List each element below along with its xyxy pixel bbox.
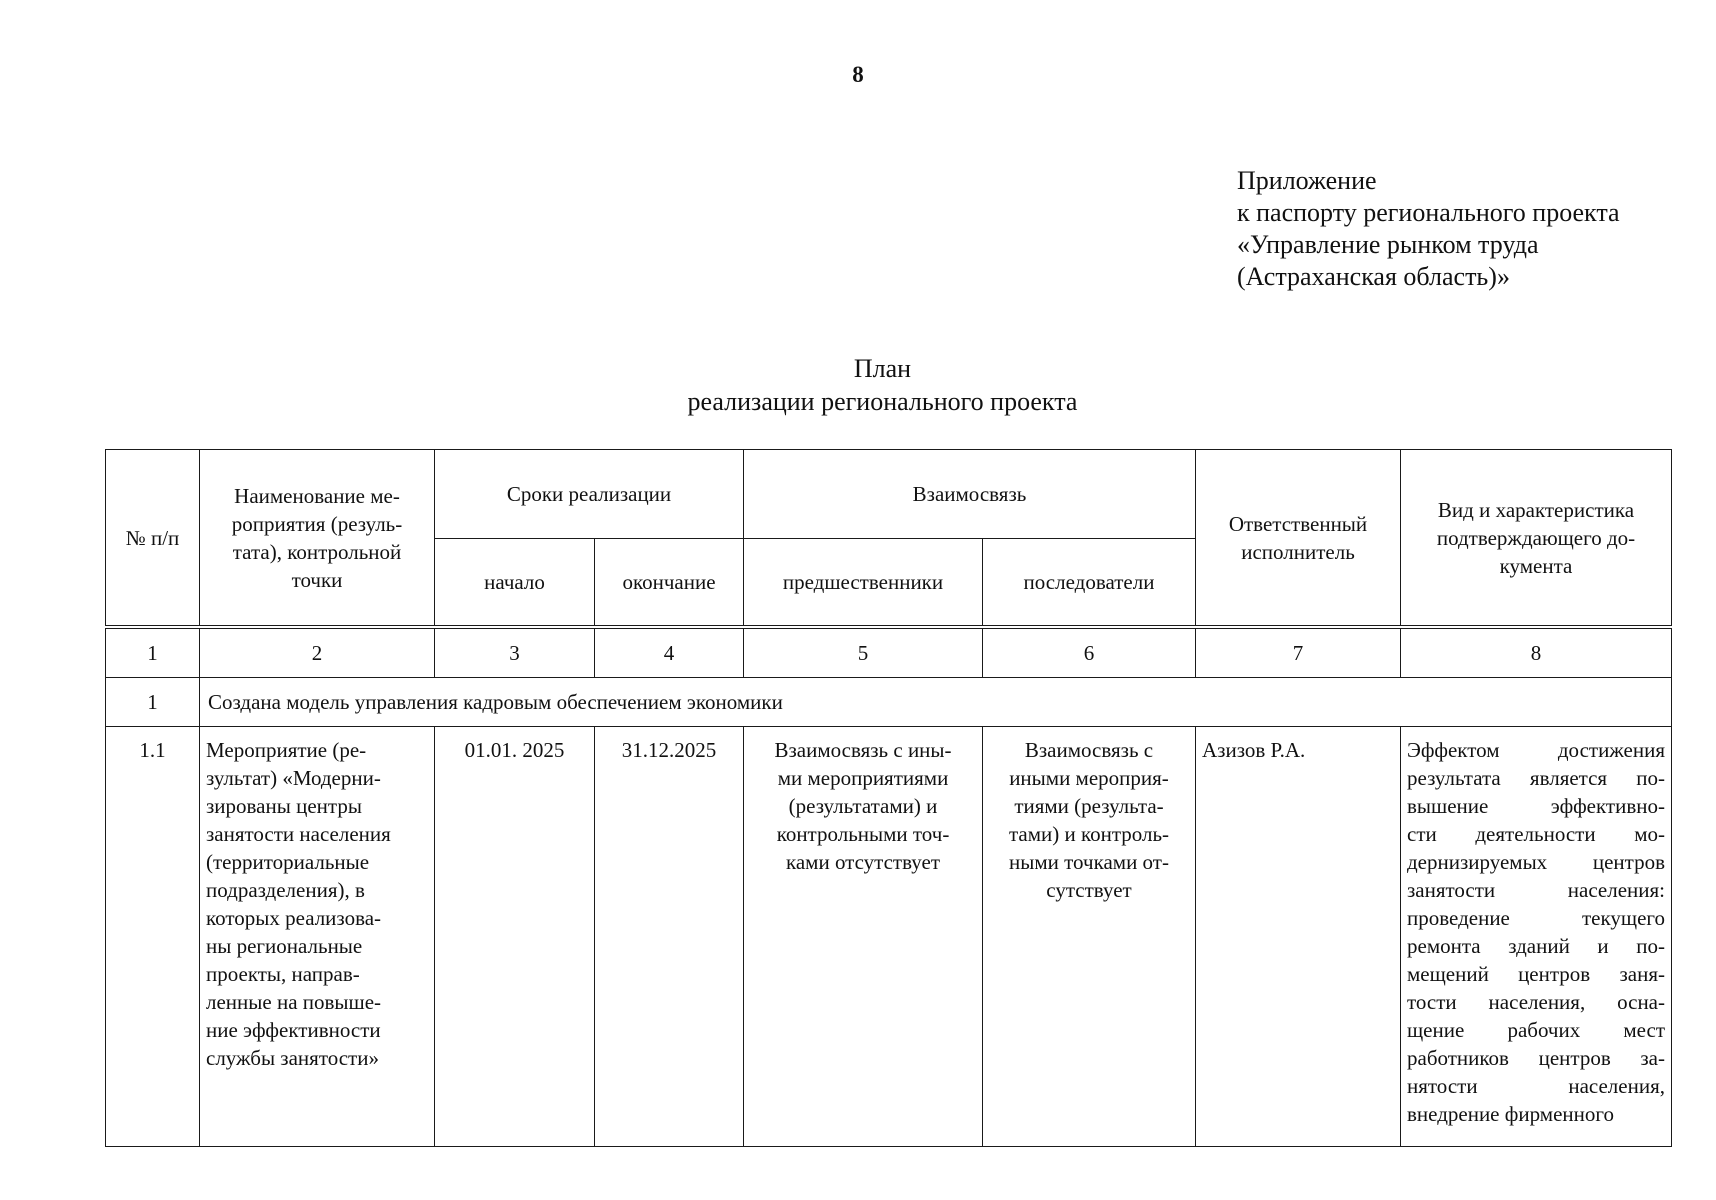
row-successors-line: ными точками от-	[1009, 850, 1169, 874]
row-name-line: зированы центры	[206, 794, 362, 818]
row-name-line: подразделения), в	[206, 878, 365, 902]
column-number: 3	[435, 627, 595, 678]
header-successors: последователи	[983, 539, 1196, 628]
plan-table	[105, 449, 1672, 1147]
header-end: окончание	[595, 539, 744, 628]
row-start-date: 01.01. 2025	[435, 727, 595, 1147]
row-successors-line: Взаимосвязь с	[1024, 738, 1154, 762]
header-document-line: подтверждающего до-	[1436, 525, 1636, 550]
appendix-line: (Астраханская область)»	[1237, 262, 1510, 291]
row-name-line: занятости населения	[206, 822, 391, 846]
header-document-line: Вид и характеристика	[1437, 497, 1635, 522]
row-name-line: ние эффективности	[206, 1018, 381, 1042]
title-line-2: реализации регионального проекта	[687, 387, 1078, 416]
column-number: 1	[106, 627, 200, 678]
row-name-line: ленные на повыше-	[206, 990, 382, 1014]
row-name-line: которых реализова-	[206, 906, 382, 930]
table-row	[106, 727, 1672, 1147]
header-document-line: кумента	[1499, 553, 1573, 578]
column-number: 7	[1196, 627, 1401, 678]
row-predecessors-line: ками отсутствует	[785, 850, 941, 874]
row-responsible: Азизов Р.А.	[1196, 727, 1401, 1147]
header-name-line: тата), контрольной	[232, 539, 402, 564]
header-responsible-line: исполнитель	[1241, 539, 1355, 564]
row-predecessors-line: ми мероприятиями	[777, 766, 949, 790]
appendix-caption	[1237, 165, 1620, 293]
row-predecessors-line: (результатами) и	[788, 794, 938, 818]
row-name-line: зультат) «Модерни-	[206, 766, 381, 790]
column-number: 6	[983, 627, 1196, 678]
row-end-date: 31.12.2025	[595, 727, 744, 1147]
row-document-line: мещений центров заня-	[1407, 962, 1665, 986]
row-document-line: вышение эффективно-	[1407, 794, 1665, 818]
title-line-1: План	[853, 354, 912, 383]
row-document-line: сти деятельности мо-	[1407, 822, 1665, 846]
row-predecessors-line: Взаимосвязь с ины-	[774, 738, 952, 762]
row-number: 1.1	[106, 727, 200, 1147]
column-number: 4	[595, 627, 744, 678]
header-predecessors: предшественники	[744, 539, 983, 628]
page-number: 8	[852, 62, 864, 87]
row-name-line: службы занятости»	[206, 1046, 379, 1070]
row-name-line: (территориальные	[206, 850, 370, 874]
row-successors	[983, 727, 1196, 1147]
document-title	[0, 352, 1716, 418]
header-name-line: Наименование ме-	[234, 483, 400, 508]
header-relation: Взаимосвязь	[744, 450, 1196, 539]
row-document-line: ремонта зданий и по-	[1407, 934, 1665, 958]
section-row	[106, 678, 1672, 727]
row-document-line: Эффектом достижения	[1407, 738, 1665, 762]
row-successors-line: иными мероприя-	[1009, 766, 1169, 790]
row-predecessors	[744, 727, 983, 1147]
header-name-line: роприятия (резуль-	[231, 511, 403, 536]
section-title: Создана модель управления кадровым обеспечением экономики	[200, 678, 1672, 727]
header-start: начало	[435, 539, 595, 628]
section-number: 1	[106, 678, 200, 727]
row-successors-line: сутствует	[1046, 878, 1132, 902]
row-successors-line: тами) и контроль-	[1008, 822, 1170, 846]
row-successors-line: тиями (результа-	[1014, 794, 1164, 818]
appendix-line: Приложение	[1237, 166, 1377, 195]
row-document-line: проведение текущего	[1407, 906, 1665, 930]
header-num: № п/п	[106, 450, 200, 628]
column-number: 8	[1401, 627, 1672, 678]
header-responsible	[1196, 450, 1401, 628]
appendix-line: к паспорту регионального проекта	[1237, 198, 1620, 227]
row-name-line: проекты, направ-	[206, 962, 360, 986]
row-name	[200, 727, 435, 1147]
row-document-line: тости населения, осна-	[1407, 990, 1665, 1014]
row-predecessors-line: контрольными точ-	[776, 822, 950, 846]
row-name-line: Мероприятие (ре-	[206, 738, 367, 762]
row-name-line: ны региональные	[206, 934, 363, 958]
header-terms: Сроки реализации	[435, 450, 744, 539]
header-row-1	[106, 450, 1672, 539]
row-document-line: занятости населения:	[1407, 878, 1665, 902]
column-number-row	[106, 627, 1672, 678]
header-name	[200, 450, 435, 628]
row-document-line: щение рабочих мест	[1407, 1018, 1665, 1042]
row-document-line: работников центров за-	[1407, 1046, 1665, 1070]
header-responsible-line: Ответственный	[1228, 511, 1368, 536]
row-document-line: внедрение фирменного	[1407, 1102, 1614, 1126]
appendix-line: «Управление рынком труда	[1237, 230, 1539, 259]
row-document	[1401, 727, 1672, 1147]
row-document-line: результата является по-	[1407, 766, 1665, 790]
column-number: 2	[200, 627, 435, 678]
header-document	[1401, 450, 1672, 628]
header-name-line: точки	[291, 567, 343, 592]
row-document-line: дернизируемых центров	[1407, 850, 1665, 874]
column-number: 5	[744, 627, 983, 678]
row-document-line: нятости населения,	[1407, 1074, 1665, 1098]
